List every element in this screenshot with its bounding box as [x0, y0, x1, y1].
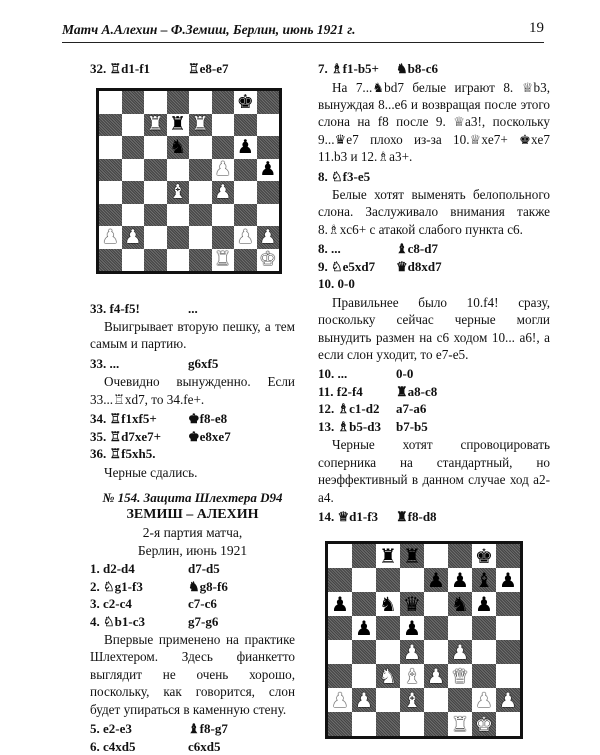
white-queen-icon: ♛ — [451, 664, 469, 688]
move-black: ... — [188, 300, 198, 316]
board-square — [400, 568, 424, 592]
move-12 — [318, 400, 550, 418]
board-square — [400, 592, 424, 616]
white-pawn-icon: ♟ — [499, 688, 517, 712]
move-black: ♞b8-c6 — [396, 61, 438, 76]
chess-diagram-1 — [96, 88, 282, 274]
board-square — [122, 159, 145, 182]
move-white: 8. ... — [318, 241, 341, 257]
board-square — [234, 91, 257, 114]
board-square — [212, 204, 235, 227]
move-33b — [90, 355, 295, 373]
move-white: 8. ♘f3-e5 — [318, 168, 371, 184]
board-square — [448, 712, 472, 736]
board-square — [167, 181, 190, 204]
board-square — [376, 616, 400, 640]
black-pawn-icon: ♟ — [403, 616, 421, 640]
board-square — [352, 664, 376, 688]
game-players: ЗЕМИШ – АЛЕХИН — [126, 507, 259, 523]
board-square — [257, 204, 280, 227]
white-king-icon: ♚ — [475, 712, 493, 736]
board-square — [496, 616, 520, 640]
board-square — [424, 640, 448, 664]
move-14 — [318, 508, 550, 526]
move-8b — [318, 240, 550, 258]
board-square — [189, 249, 212, 272]
board-square — [448, 568, 472, 592]
board-square — [212, 91, 235, 114]
white-pawn-icon: ♟ — [403, 640, 421, 664]
move-white: 6. c4xd5 — [90, 738, 136, 754]
black-pawn-icon: ♟ — [331, 592, 349, 616]
white-pawn-icon: ♟ — [427, 664, 445, 688]
board-square — [496, 568, 520, 592]
board-square — [189, 114, 212, 137]
white-pawn-icon: ♟ — [475, 688, 493, 712]
move-black: ♖e8-e7 — [188, 61, 229, 76]
board-square — [257, 91, 280, 114]
board-square — [376, 568, 400, 592]
white-bishop-icon: ♝ — [403, 664, 421, 688]
board-square — [257, 181, 280, 204]
board-square — [234, 204, 257, 227]
board-square — [496, 712, 520, 736]
board-square — [144, 204, 167, 227]
black-queen-icon: ♛ — [403, 592, 421, 616]
comment-paragraph: На 7...♞bd7 белые играют 8. ♕b3, вынуждая 8...e6 и возвращая после этого слона на f8 после 9. ♕a3!, поскольку 9...♛e7 плохо из-за 10.♕xe7+ ♚xe7 11.b3 и 12.♗a3+. — [318, 79, 550, 165]
move-white: 5. e2-e3 — [90, 721, 132, 737]
board-square — [472, 712, 496, 736]
board-square — [99, 91, 122, 114]
board-square — [122, 249, 145, 272]
board-square — [448, 544, 472, 568]
board-square — [400, 544, 424, 568]
comment-paragraph: Впервые применено на практике Шлехтером. Здесь фианкетто выглядит не очень хорошо, поскольку, как говорится, слон будет упираться в каменную стену. — [90, 632, 295, 717]
running-header — [62, 18, 544, 43]
chess-diagram-2 — [325, 541, 523, 739]
board-square — [472, 688, 496, 712]
board-square — [496, 688, 520, 712]
board-square — [189, 136, 212, 159]
board-square — [99, 204, 122, 227]
board-square — [328, 568, 352, 592]
board-square — [167, 91, 190, 114]
comment-paragraph: Выигрывает вторую пешку, а тем самым и партию. — [90, 319, 295, 352]
board-square — [448, 592, 472, 616]
black-pawn-icon: ♟ — [475, 592, 493, 616]
board-square — [472, 592, 496, 616]
comment-paragraph: Правильнее было 10.f4! сразу, поскольку сейчас черные могли вынудить размен на c6 ходом 10... a6!, а если слон уходит, то e7-e5. — [318, 294, 550, 362]
black-king-icon: ♚ — [236, 91, 254, 113]
white-pawn-icon: ♟ — [214, 181, 232, 203]
board-square — [167, 226, 190, 249]
white-pawn-icon: ♟ — [101, 226, 119, 248]
board-square — [424, 664, 448, 688]
board-square — [400, 712, 424, 736]
board-square — [189, 181, 212, 204]
move-black: ♛d8xd7 — [396, 258, 442, 274]
move-5 — [90, 720, 295, 738]
move-white: 10. ... — [318, 366, 348, 382]
move-3 — [90, 595, 295, 613]
board-square — [122, 226, 145, 249]
move-9 — [318, 258, 550, 276]
comment-paragraph: Очевидно вынужденно. Если 33...♖xd7, то 34.fe+. — [90, 374, 295, 407]
board-square — [328, 592, 352, 616]
move-black: ♜f8-d8 — [396, 509, 437, 524]
move-33a — [90, 300, 295, 318]
move-32 — [90, 60, 295, 78]
black-rook-icon: ♜ — [379, 544, 397, 568]
board-square — [234, 181, 257, 204]
black-pawn-icon: ♟ — [259, 158, 277, 181]
game-info: 2-я партия матча, — [142, 525, 243, 541]
board-square — [257, 249, 280, 272]
board-square — [234, 136, 257, 159]
board-square — [400, 688, 424, 712]
board-square — [212, 136, 235, 159]
board-square — [424, 544, 448, 568]
board-square — [448, 688, 472, 712]
move-1 — [90, 560, 295, 578]
board-square — [144, 226, 167, 249]
board-square — [352, 640, 376, 664]
board-square — [472, 664, 496, 688]
move-6 — [90, 738, 295, 755]
white-pawn-icon: ♟ — [451, 640, 469, 664]
move-11 — [318, 383, 550, 401]
white-rook-icon: ♜ — [451, 712, 469, 736]
board-square — [376, 688, 400, 712]
black-pawn-icon: ♟ — [499, 568, 517, 592]
board-square — [496, 664, 520, 688]
white-pawn-icon: ♟ — [259, 226, 277, 248]
move-white: 9. ♘e5xd7 — [318, 258, 376, 274]
move-black: ♞g8-f6 — [188, 578, 228, 594]
board-square — [234, 226, 257, 249]
board-square — [99, 181, 122, 204]
white-pawn-icon: ♟ — [236, 226, 254, 248]
board-square — [496, 544, 520, 568]
board-square — [352, 712, 376, 736]
board-square — [400, 640, 424, 664]
board-square — [144, 181, 167, 204]
move-2 — [90, 578, 295, 596]
white-bishop-icon: ♝ — [169, 181, 187, 203]
board-square — [352, 592, 376, 616]
board-square — [167, 159, 190, 182]
board-square — [257, 114, 280, 137]
board-square — [448, 664, 472, 688]
move-white: 12. ♗c1-d2 — [318, 401, 380, 417]
black-knight-icon: ♞ — [379, 592, 397, 616]
board-square — [352, 544, 376, 568]
black-king-icon: ♚ — [475, 544, 493, 568]
move-black: ♜a8-c8 — [396, 383, 438, 399]
move-black: c7-c6 — [188, 596, 217, 612]
board-square — [472, 544, 496, 568]
black-rook-icon: ♜ — [169, 113, 187, 136]
move-13 — [318, 418, 550, 436]
move-8a — [318, 168, 550, 186]
board-square — [424, 688, 448, 712]
black-rook-icon: ♜ — [403, 544, 421, 568]
board-square — [328, 640, 352, 664]
white-pawn-icon: ♟ — [331, 688, 349, 712]
comment-paragraph: Черные хотят спровоцировать соперника на стандартный, но неэффективный в данном случае ход a2-a4. — [318, 437, 550, 505]
result-paragraph: Черные сдались. — [104, 464, 198, 480]
board-square — [167, 136, 190, 159]
board-square — [167, 204, 190, 227]
white-pawn-icon: ♟ — [124, 226, 142, 248]
board-square — [376, 592, 400, 616]
black-pawn-icon: ♟ — [355, 616, 373, 640]
board-square — [257, 226, 280, 249]
board-square — [448, 616, 472, 640]
move-white: 33. ... — [90, 355, 120, 371]
right-column — [318, 60, 550, 526]
black-knight-icon: ♞ — [169, 136, 187, 158]
move-white: 32. ♖d1-f1 — [90, 61, 151, 76]
move-black: c6xd5 — [188, 738, 221, 754]
move-10b — [318, 365, 550, 383]
board-square — [376, 712, 400, 736]
move-black: g7-g6 — [188, 613, 219, 629]
white-rook-icon: ♜ — [191, 113, 209, 136]
board-square — [122, 114, 145, 137]
move-black: ♝c8-d7 — [396, 241, 438, 257]
board-square — [328, 544, 352, 568]
board-square — [144, 114, 167, 137]
move-black: a7-a6 — [396, 401, 427, 417]
move-black — [396, 275, 550, 293]
board-square — [144, 249, 167, 272]
move-white: 4. ♘b1-c3 — [90, 613, 145, 629]
move-white: 1. d2-d4 — [90, 561, 135, 577]
move-black: ♝f8-g7 — [188, 721, 228, 737]
move-white: 35. ♖d7xe7+ — [90, 428, 162, 444]
board-square — [234, 249, 257, 272]
board-square — [99, 136, 122, 159]
board-square — [234, 159, 257, 182]
board-square — [376, 544, 400, 568]
board-square — [189, 204, 212, 227]
board-square — [212, 226, 235, 249]
board-square — [472, 640, 496, 664]
board-square — [122, 204, 145, 227]
board-square — [376, 664, 400, 688]
game-heading: № 154. Защита Шлехтера D94 — [102, 490, 283, 506]
board-square — [167, 114, 190, 137]
board-square — [448, 640, 472, 664]
board-square — [352, 616, 376, 640]
board-square — [122, 136, 145, 159]
white-pawn-icon: ♟ — [355, 688, 373, 712]
move-black: b7-b5 — [396, 418, 428, 434]
board-square — [328, 688, 352, 712]
board-square — [472, 568, 496, 592]
white-rook-icon: ♜ — [214, 248, 232, 271]
move-34 — [90, 410, 295, 428]
board-square — [424, 616, 448, 640]
board-square — [122, 91, 145, 114]
board-square — [328, 712, 352, 736]
board-square — [212, 249, 235, 272]
header-title: Матч А.Алехин – Ф.Земиш, Берлин, июнь 1921 г. — [62, 22, 356, 37]
board-square — [234, 114, 257, 137]
board-square — [167, 249, 190, 272]
board-square — [189, 159, 212, 182]
black-bishop-icon: ♝ — [475, 568, 493, 592]
move-white: 3. c2-c4 — [90, 596, 132, 612]
board-square — [144, 91, 167, 114]
move-black — [396, 168, 550, 186]
board-square — [400, 616, 424, 640]
board-square — [376, 640, 400, 664]
board-square — [212, 181, 235, 204]
move-36 — [90, 445, 295, 463]
board-square — [99, 159, 122, 182]
board-square — [99, 249, 122, 272]
move-white: 33. f4-f5! — [90, 300, 140, 316]
board-square — [496, 640, 520, 664]
board-square — [424, 592, 448, 616]
move-white: 7. ♗f1-b5+ — [318, 61, 379, 76]
board-square — [472, 616, 496, 640]
board-square — [328, 664, 352, 688]
board-square — [424, 568, 448, 592]
board-square — [99, 114, 122, 137]
move-white: 2. ♘g1-f3 — [90, 578, 143, 594]
move-7 — [318, 60, 550, 78]
board-square — [189, 226, 212, 249]
board-square — [352, 568, 376, 592]
board-square — [257, 136, 280, 159]
white-pawn-icon: ♟ — [214, 158, 232, 181]
black-pawn-icon: ♟ — [427, 568, 445, 592]
move-white: 34. ♖f1xf5+ — [90, 411, 157, 427]
move-10a — [318, 275, 550, 293]
move-black: g6xf5 — [188, 355, 219, 371]
move-black: ♚e8xe7 — [188, 428, 231, 444]
board-square — [122, 181, 145, 204]
board-square — [189, 91, 212, 114]
board-square — [328, 616, 352, 640]
comment-paragraph: Белые хотят выменять белопольного слона. Заслуживало внимания также 8.♗xc6+ с атакой слабого пункта c6. — [318, 187, 550, 237]
board-square — [352, 688, 376, 712]
page-number: 19 — [529, 20, 544, 36]
board-square — [400, 664, 424, 688]
move-white: 11. f2-f4 — [318, 383, 363, 399]
board-square — [212, 114, 235, 137]
board-square — [144, 159, 167, 182]
board-square — [99, 226, 122, 249]
move-4 — [90, 613, 295, 631]
board-square — [496, 592, 520, 616]
move-white: 14. ♕d1-f3 — [318, 509, 379, 524]
board-square — [257, 159, 280, 182]
black-knight-icon: ♞ — [451, 592, 469, 616]
move-white: 13. ♗b5-d3 — [318, 418, 381, 434]
move-black: ♚f8-e8 — [188, 411, 228, 427]
white-bishop-icon: ♝ — [403, 688, 421, 712]
black-pawn-icon: ♟ — [236, 136, 254, 158]
game-place: Берлин, июнь 1921 — [137, 543, 248, 559]
board-square — [424, 712, 448, 736]
move-35 — [90, 428, 295, 446]
white-rook-icon: ♜ — [146, 113, 164, 136]
move-white: 36. ♖f5xh5. — [90, 446, 156, 462]
black-pawn-icon: ♟ — [451, 568, 469, 592]
board-square — [212, 159, 235, 182]
board-square — [144, 136, 167, 159]
white-king-icon: ♚ — [259, 248, 277, 271]
move-white: 10. 0-0 — [318, 276, 355, 292]
move-black: d7-d5 — [188, 561, 220, 577]
white-knight-icon: ♞ — [379, 664, 397, 688]
move-black: 0-0 — [396, 366, 414, 382]
